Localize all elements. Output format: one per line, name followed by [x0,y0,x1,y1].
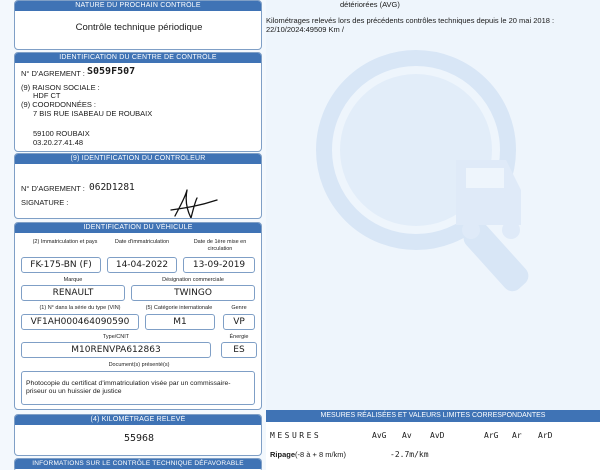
controleur-header: (9) IDENTIFICATION DU CONTRÔLEUR [15,154,261,164]
categorie-value: M1 [145,314,215,330]
mesures-table [266,422,600,470]
ripage-label: Ripage [270,450,296,459]
prochain-controle-panel [14,0,262,50]
mesures-header: MESURES RÉALISÉES ET VALEURS LIMITES CORRESPONDANTES [266,410,600,422]
centre-raison-value: HDF CT [33,91,61,100]
ripage-limits: (-8 à + 8 m/km) [295,450,347,459]
right-column [266,0,600,470]
signature-scribble [165,186,225,219]
centre-address-line1: 7 BIS RUE ISABEAU DE ROUBAIX [33,109,153,118]
genre-value: VP [223,314,255,330]
centre-coord-label: (9) COORDONNÉES : [21,100,97,109]
mesures-title: MESURES [270,431,322,440]
kilometrage-value: 55968 [123,433,155,444]
controleur-panel [14,153,262,219]
date-immat-label: Date d'immatriculation [114,239,170,245]
controleur-agrement-label: N° D'AGREMENT : [21,184,85,193]
col-avd: AvD [430,431,445,440]
ripage-value: -2.7m/km [390,450,429,459]
designation-label: Désignation commerciale [162,277,224,283]
centre-raison-label: (9) RAISON SOCIALE : [21,83,100,92]
centre-address-line2: 59100 ROUBAIX [33,129,90,138]
magnifier-watermark-icon [306,40,556,300]
controleur-agrement-value: 062D1281 [89,182,135,193]
kilometrage-header: (4) KILOMÉTRAGE RELEVÉ [15,415,261,425]
categorie-label: (5) Catégorie internationale [145,305,213,311]
col-avg: AvG [372,431,387,440]
defavorable-header: INFORMATIONS SUR LE CONTRÔLE TECHNIQUE DÉFAVORABLE [15,459,261,469]
energie-value: ES [221,342,257,358]
deteriorees-text: détériorées (AVG) [340,0,400,9]
documents-label: Document(s) présenté(s) [108,362,170,368]
prochain-controle-value: Contrôle technique périodique [75,22,203,33]
documents-value: Photocopie du certificat d'immatriculation visée par un commissaire-priseur ou un huissier de justice [21,371,255,405]
type-value: M10RENVPA612863 [21,342,211,358]
prochain-controle-header: NATURE DU PROCHAIN CONTRÔLE [15,1,261,11]
kilometrage-panel [14,414,262,456]
col-ar: Ar [512,431,522,440]
km-releves-values: 22/10/2024:49509 Km / [266,25,344,34]
designation-value: TWINGO [131,285,255,301]
immat-label: (2) Immatriculation et pays [32,239,98,245]
genre-label: Genre [231,305,247,311]
date-1ere-label: Date de 1ère mise en circulation [193,239,247,252]
immat-value: FK-175-BN (F) [21,257,101,273]
defavorable-panel [14,458,262,470]
controleur-signature-label: SIGNATURE : [21,198,69,207]
date-immat-value: 14-04-2022 [107,257,177,273]
vin-label: (1) N° dans la série du type (VIN) [39,305,121,311]
vehicule-panel [14,222,262,410]
marque-value: RENAULT [21,285,125,301]
centre-panel [14,52,262,152]
energie-label: Énergie [229,334,249,340]
centre-agrement-value: S059F507 [87,66,136,77]
date-1ere-value: 13-09-2019 [183,257,255,273]
centre-agrement-label: N° D'AGREMENT : [21,69,85,78]
centre-header: IDENTIFICATION DU CENTRE DE CONTRÔLE [15,53,261,63]
vehicule-header: IDENTIFICATION DU VÉHICULE [15,223,261,233]
type-label: Type/CNIT [102,334,130,340]
col-av: Av [402,431,412,440]
marque-label: Marque [63,277,83,283]
km-releves-text: Kilométrages relevés lors des précédents contrôles techniques depuis le 20 mai 2018 : [266,16,555,25]
centre-phone: 03.20.27.41.48 [33,138,84,147]
col-arg: ArG [484,431,499,440]
col-ard: ArD [538,431,553,440]
vin-value: VF1AH000464090590 [21,314,139,330]
